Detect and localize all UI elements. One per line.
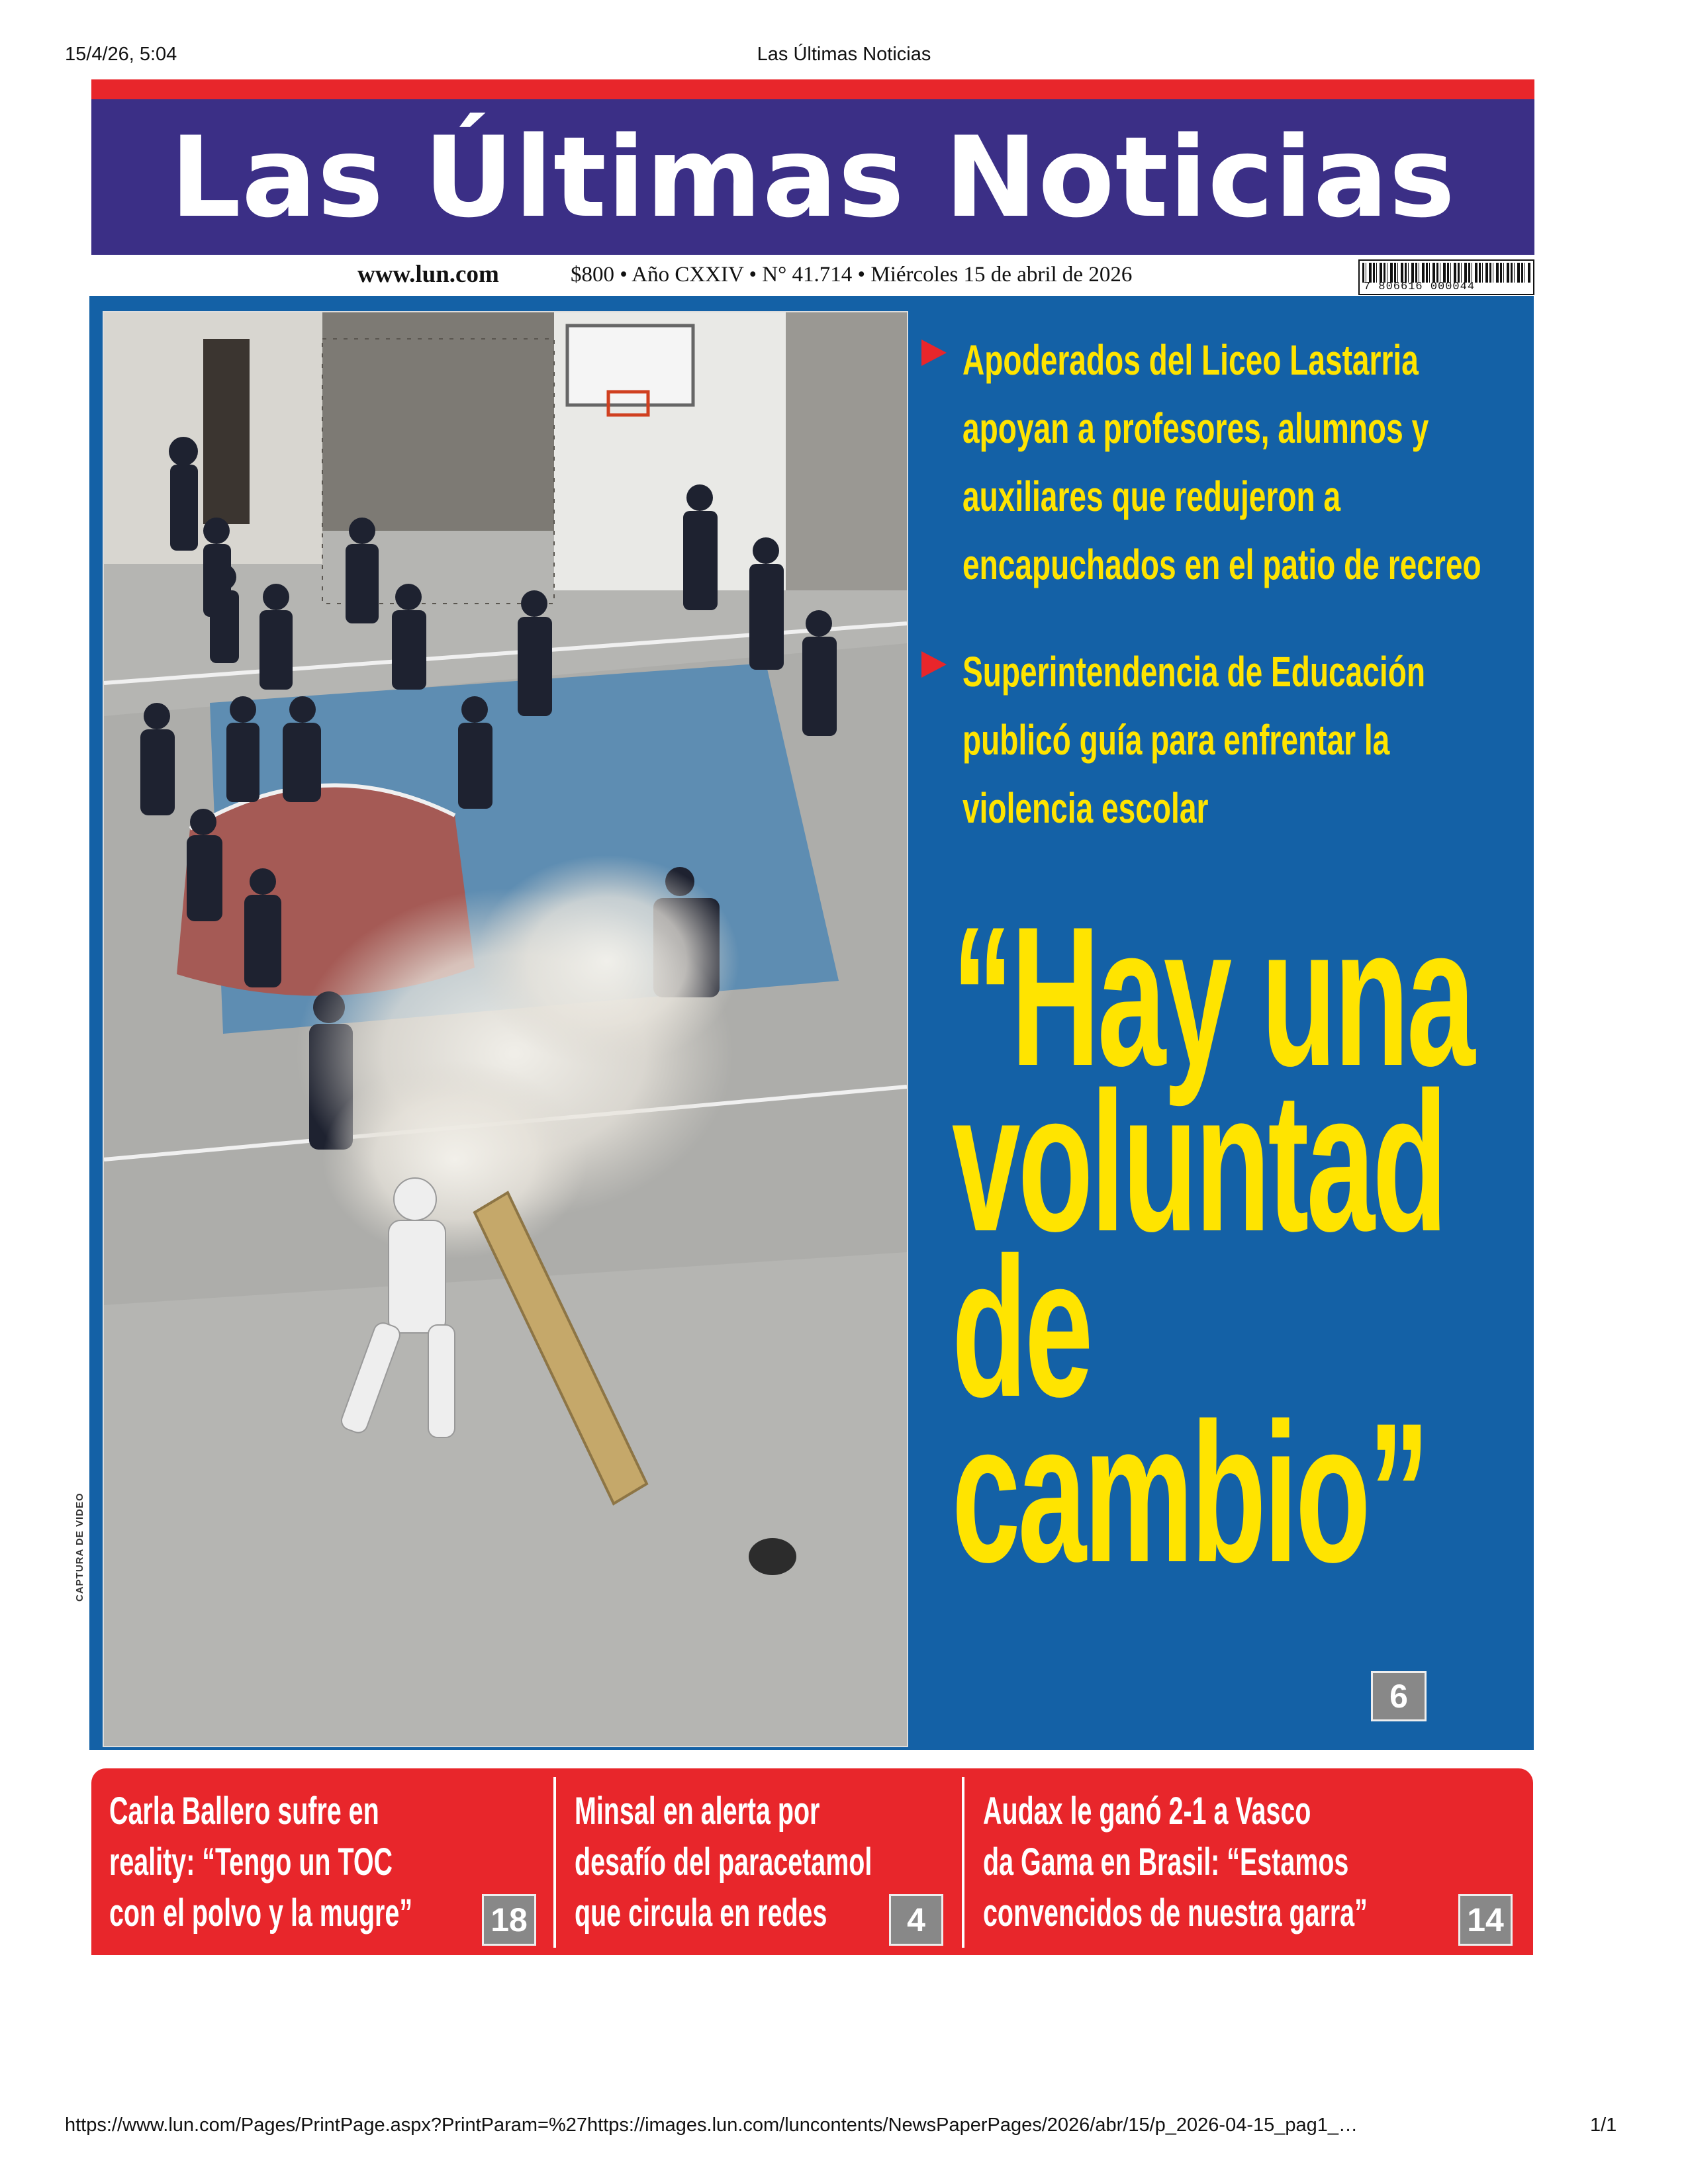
barcode: [1358, 259, 1534, 295]
red-triangle-icon: [921, 651, 947, 678]
main-headline[interactable]: “Hay voluntad de cambio”: [952, 885, 1446, 1604]
teaser-carla-ballero[interactable]: Carla Ballero sufre en reality: “Tengo un TOC con el polvo y la mugre”: [109, 1790, 413, 1934]
print-page-count: 1/1: [1590, 2115, 1617, 2136]
newspaper-title: Las Últimas Noticias: [169, 112, 1456, 242]
print-datetime: 15/4/26, 5:04: [65, 44, 177, 65]
teaser-audax[interactable]: Audax le ganó 2-1 a Vasco da Gama en Brasil: “Estamos convencidos de nuestra garra”: [983, 1790, 1368, 1934]
teaser-divider: [962, 1777, 964, 1948]
teaser-divider: [553, 1777, 556, 1948]
lead-photo[interactable]: [103, 311, 908, 1747]
teaser-minsal[interactable]: Minsal en alerta por desafío del paracetamol que circula en redes: [575, 1790, 872, 1934]
barcode-bars: [1362, 263, 1530, 283]
print-url: https://www.lun.com/Pages/PrintPage.aspx?PrintParam=%27https://images.lun.com/luncontents/NewsPaperPages/2026/abr/15/p_2026-04-15_pag1_…: [65, 2115, 1358, 2136]
issue-info: $800 • Año CXXIV • N° 41.714 • Miércoles 15 de abril de 2026: [571, 263, 1133, 287]
bullet-story-1[interactable]: [921, 326, 1517, 604]
headline-page-number: 6: [1371, 1671, 1427, 1721]
teaser-page-number: 4: [889, 1894, 943, 1946]
barcode-number: 7 806616 000044: [1364, 281, 1476, 293]
bullet-text: Apoderados del Liceo Lastarria apoyan a profesores, alumnos y auxiliares que redujeron a encapuchados en el patio de recreo: [962, 336, 1481, 588]
red-triangle-icon: [921, 340, 947, 366]
bullet-text: Superintendencia de Educación publicó guía para enfrentar la violencia escolar: [962, 648, 1426, 832]
print-page-title: Las Últimas Noticias: [757, 44, 931, 65]
teaser-page-number: 18: [482, 1894, 536, 1946]
bullet-story-2[interactable]: [921, 638, 1517, 850]
masthead-band: [91, 99, 1534, 255]
teaser-page-number: 14: [1458, 1894, 1513, 1946]
masthead-red-stripe: [91, 79, 1534, 99]
website-link[interactable]: www.lun.com: [357, 261, 499, 288]
photo-credit: CAPTURA DE VIDEO: [74, 1492, 85, 1602]
